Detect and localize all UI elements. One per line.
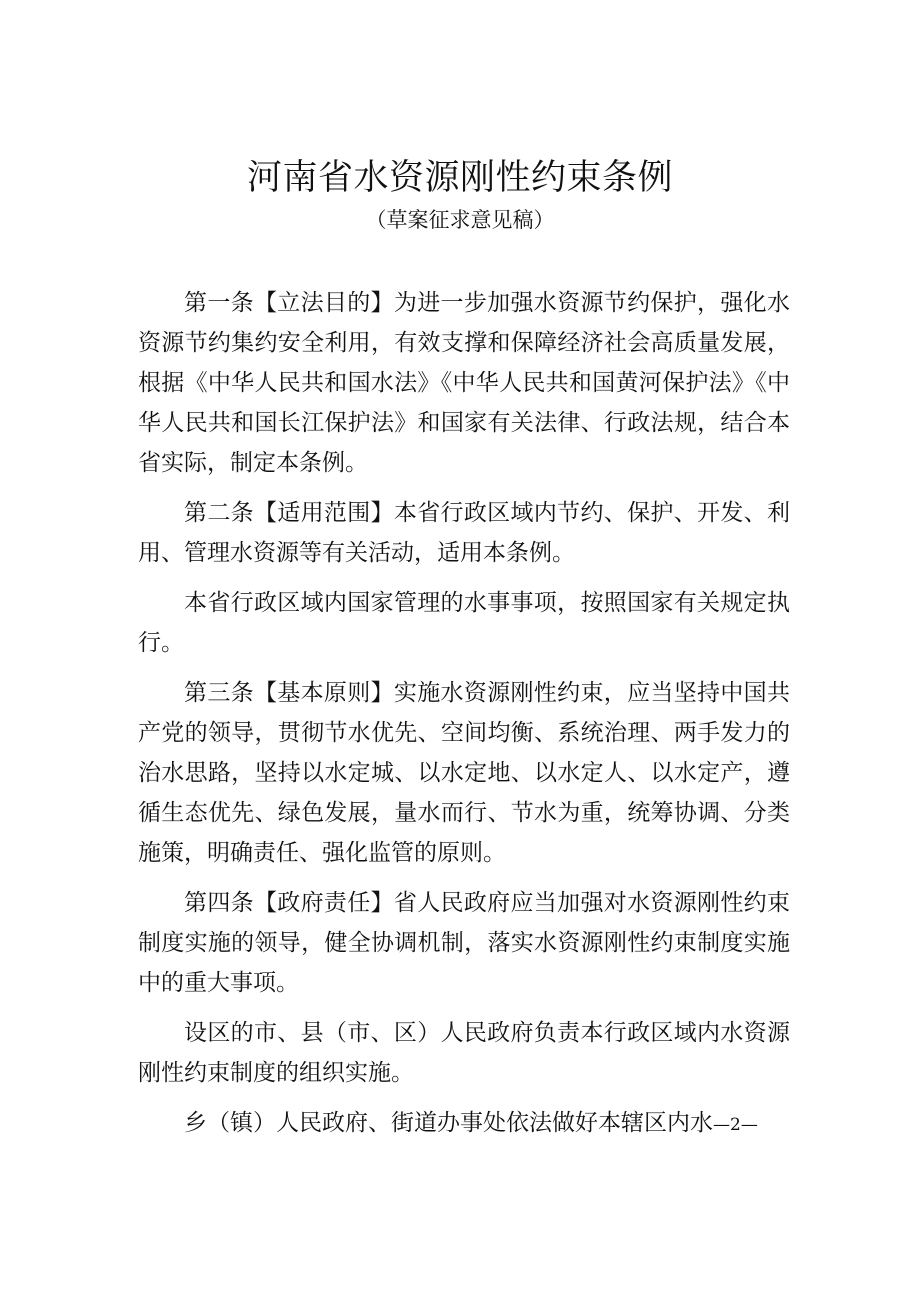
article-3-paragraph: 第三条【基本原则】实施水资源刚性约束，应当坚持中国共产党的领导，贯彻节水优先、空间均衡、系统治理、两手发力的治水思路，坚持以水定城、以水定地、以水定人、以水定产，遵循生态优先、绿色发展，量水而行、节水为重，统筹协调、分类施策，明确责任、强化监管的原则。 [138, 680, 790, 866]
article-2-paragraph: 第二条【适用范围】本省行政区域内节约、保护、开发、利用、管理水资源等有关活动，适用本条例。 [138, 500, 790, 566]
truncated-text: 乡（镇）人民政府、街道办事处依法做好本辖区内水 [184, 1110, 713, 1136]
document-body [138, 283, 790, 1145]
document-title: 河南省水资源刚性约束条例 [246, 158, 673, 198]
article-4-paragraph-3 [138, 1103, 790, 1145]
page-number: —2— [713, 1115, 758, 1135]
document-subtitle: （草案征求意见稿） [365, 208, 555, 232]
article-2-paragraph-2: 本省行政区域内国家管理的水事事项，按照国家有关规定执行。 [138, 590, 790, 656]
article-1-paragraph: 第一条【立法目的】为进一步加强水资源节约保护，强化水资源节约集约安全利用，有效支撑和保障经济社会高质量发展，根据《中华人民共和国水法》《中华人民共和国黄河保护法》《中华人民共和国长江保护法》和国家有关法律、行政法规，结合本省实际，制定本条例。 [138, 290, 790, 476]
article-4-paragraph-2: 设区的市、县（市、区）人民政府负责本行政区域内水资源刚性约束制度的组织实施。 [138, 1020, 790, 1086]
article-4-paragraph: 第四条【政府责任】省人民政府应当加强对水资源刚性约束制度实施的领导，健全协调机制，落实水资源刚性约束制度实施中的重大事项。 [138, 890, 790, 996]
